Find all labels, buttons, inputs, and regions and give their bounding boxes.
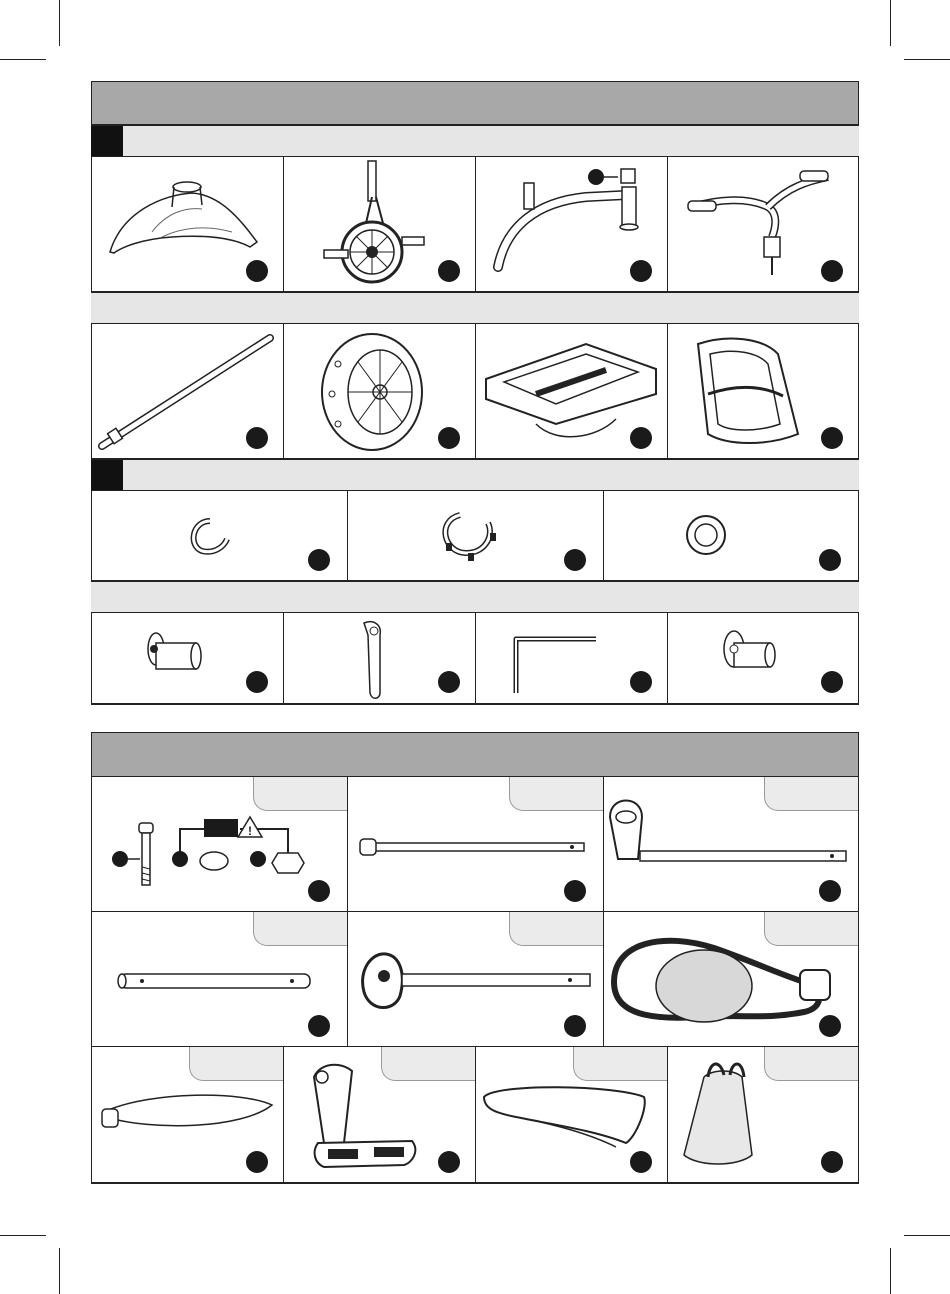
ring-clip-icon	[348, 491, 604, 581]
part-number-badge	[819, 880, 841, 902]
part-cell-handlebar	[668, 157, 859, 292]
crop-mark	[890, 1248, 891, 1294]
part-cell-handle-knob	[348, 912, 604, 1047]
part-number-badge	[630, 260, 652, 282]
part-cell-axle-cap	[92, 613, 284, 704]
part-cell-clip	[92, 491, 348, 581]
part-cell-frame	[476, 157, 668, 292]
crop-mark	[904, 59, 950, 60]
part-number-badge	[630, 1151, 652, 1173]
washer-icon	[604, 491, 859, 581]
part-number-badge	[564, 549, 586, 571]
part-cell-tube	[92, 912, 348, 1047]
part-cell-wrench	[284, 613, 476, 704]
row-4-subheader	[91, 581, 859, 613]
part-cell-storage-box	[476, 324, 668, 459]
row-1-subheader	[91, 125, 859, 157]
part-number-badge	[630, 671, 652, 693]
part-cell-washer	[604, 491, 859, 581]
part-number-badge	[821, 427, 843, 449]
part-cell-push-handle	[604, 777, 859, 912]
part-number-badge	[246, 260, 268, 282]
part-number-badge	[438, 671, 460, 693]
row-3-tab	[91, 460, 123, 490]
part-number-badge	[246, 427, 268, 449]
row-2-subheader	[91, 292, 859, 324]
part-cell-bag	[668, 1047, 859, 1183]
part-cell-rear-wheel	[284, 324, 476, 459]
part-number-badge	[246, 1151, 268, 1173]
part-number-badge	[821, 1151, 843, 1173]
part-number-badge	[438, 1151, 460, 1173]
part-number-badge	[564, 1015, 586, 1037]
part-cell-push-bar	[348, 777, 604, 912]
part-number-badge	[308, 880, 330, 902]
part-cell-front-wheel	[284, 157, 476, 292]
crop-mark	[904, 1235, 950, 1236]
part-cell-fender	[92, 157, 284, 292]
part-number-badge	[308, 549, 330, 571]
part-number-badge	[438, 427, 460, 449]
part-cell-ring-clip	[348, 491, 604, 581]
part-number-badge	[821, 671, 843, 693]
crop-mark	[0, 59, 46, 60]
row-1-tab	[91, 126, 123, 156]
part-cell-padded-seat	[476, 1047, 668, 1183]
part-cell-canopy	[92, 1047, 284, 1183]
part-number-badge	[308, 1015, 330, 1037]
part-number-badge	[819, 1015, 841, 1037]
crop-mark	[0, 1235, 46, 1236]
part-cell-bolt-set	[92, 777, 348, 912]
part-cell-rod	[92, 324, 284, 459]
row-3-subheader	[91, 459, 859, 491]
part-number-badge	[564, 880, 586, 902]
part-cell-footrest	[284, 1047, 476, 1183]
part-number-badge	[821, 260, 843, 282]
clip-icon	[92, 491, 348, 581]
part-cell-seat	[668, 324, 859, 459]
part-cell-axle-cap-2	[668, 613, 859, 704]
svg-text:!: !	[248, 824, 252, 838]
part-number-badge	[438, 260, 460, 282]
part-cell-safety-ring	[604, 912, 859, 1047]
crop-mark	[890, 0, 891, 46]
part-number-badge	[819, 549, 841, 571]
crop-mark	[59, 1248, 60, 1294]
part-cell-hex-key	[476, 613, 668, 704]
part-number-badge	[630, 427, 652, 449]
crop-mark	[59, 0, 60, 46]
part-number-badge	[246, 671, 268, 693]
